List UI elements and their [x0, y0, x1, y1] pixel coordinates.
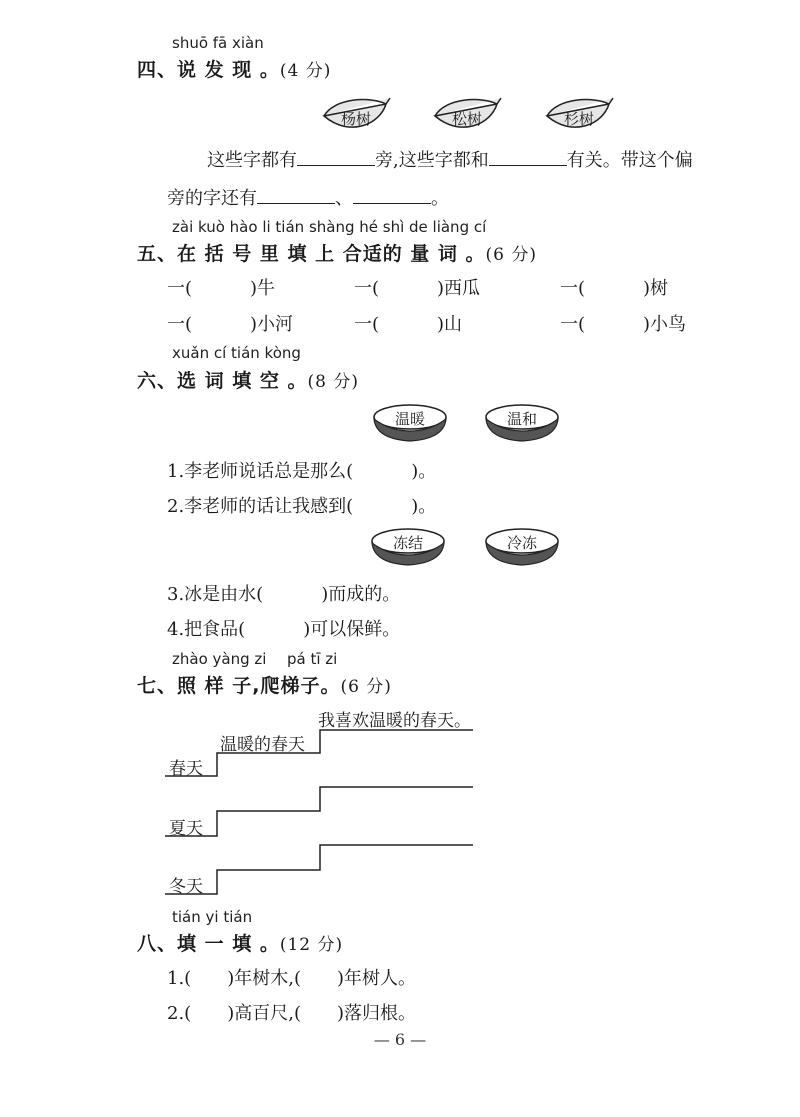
- paren-close-word: )牛: [250, 278, 276, 299]
- measure-word-item-1: [167, 274, 275, 300]
- ladder-example-sentence: 我喜欢温暖的春天。: [318, 711, 471, 731]
- section7-pinyin-b: pá tī zi: [287, 650, 338, 668]
- section6-score: (8 分): [307, 372, 359, 392]
- text-segment: )年树人。: [336, 968, 417, 989]
- answer-blank[interactable]: [353, 185, 431, 204]
- section6-question-3: [167, 580, 400, 606]
- leaf-card-3: [543, 94, 615, 138]
- section7-heading: [137, 671, 392, 698]
- section7-pinyin-a: zhào yàng zi: [172, 650, 267, 668]
- leaf-label: 杨树: [340, 110, 371, 128]
- text-segment: 有关。带这个偏: [566, 150, 693, 171]
- section7-score: (6 分): [340, 677, 392, 697]
- page-number: — 6 —: [373, 1030, 427, 1049]
- bowl-label: 温暖: [394, 410, 425, 428]
- text-segment: )高百尺,(: [227, 1003, 301, 1024]
- section6-title: 六、选 词 填 空 。: [137, 370, 308, 392]
- text-segment: )落归根。: [336, 1003, 417, 1024]
- section7-title: 七、照 样 子,爬梯子。: [137, 675, 341, 697]
- ladder-steps: [165, 730, 473, 776]
- paren-open: 一(: [167, 314, 193, 335]
- paren-open: 一(: [354, 314, 380, 335]
- section4-heading: [137, 55, 331, 82]
- text-segment: )而成的。: [321, 584, 401, 605]
- text-segment: )。: [411, 496, 437, 517]
- section8-title: 八、填 一 填 。: [137, 933, 280, 955]
- section5-title: 五、在 括 号 里 填 上 合适的 量 词 。: [137, 243, 486, 265]
- text-segment: )可以保鲜。: [303, 619, 401, 640]
- section4-line2: [167, 184, 449, 210]
- answer-blank[interactable]: [257, 185, 335, 204]
- paren-close-word: )小鸟: [643, 314, 687, 335]
- text-segment: 3.冰是由水(: [167, 584, 264, 605]
- ladder-steps: [165, 845, 473, 894]
- text-segment: 2.李老师的话让我感到(: [167, 496, 354, 517]
- text-segment: 这些字都有: [207, 150, 297, 171]
- section6-question-4: [167, 615, 400, 641]
- section4-pinyin: shuō fā xiàn: [172, 34, 264, 52]
- section4-title: 四、说 发 现 。: [137, 59, 280, 81]
- ladder-example-phrase: 温暖的春天: [220, 735, 305, 755]
- section6-pinyin: xuǎn cí tián kòng: [172, 344, 301, 362]
- section8-question-2: [167, 999, 416, 1025]
- section6-question-2: [167, 492, 436, 518]
- paren-open: 一(: [354, 278, 380, 299]
- answer-blank[interactable]: [489, 147, 567, 166]
- bowl-label: 冷冻: [506, 534, 537, 552]
- text-segment: 4.把食品(: [167, 619, 246, 640]
- leaf-card-1: [320, 94, 392, 138]
- section8-score: (12 分): [279, 935, 344, 955]
- section6-heading: [137, 366, 359, 393]
- ladder-row-label-summer: 夏天: [169, 819, 203, 839]
- section8-heading: [137, 929, 343, 956]
- text-segment: 1.(: [167, 968, 192, 989]
- word-bowl-1: [370, 403, 450, 443]
- paren-open: 一(: [167, 278, 193, 299]
- leaf-card-2: [431, 94, 503, 138]
- ladder-row-label-spring: 春天: [169, 759, 203, 779]
- measure-word-item-4: [167, 310, 293, 336]
- ladder-row-label-winter: 冬天: [169, 877, 203, 897]
- text-segment: 旁的字还有: [167, 188, 257, 209]
- measure-word-item-6: [560, 310, 686, 336]
- section5-heading: [137, 239, 537, 266]
- section6-question-1: [167, 457, 436, 483]
- paren-close-word: )小河: [250, 314, 294, 335]
- bowl-label: 温和: [506, 410, 537, 428]
- section5-pinyin: zài kuò hào li tián shàng hé shì de liàng cí: [172, 218, 487, 236]
- text-segment: 。: [431, 188, 449, 209]
- word-bowl-2: [482, 403, 562, 443]
- section8-question-1: [167, 964, 416, 990]
- section4-line1: [207, 146, 693, 172]
- section8-pinyin: tián yi tián: [172, 908, 253, 926]
- leaf-label: 杉树: [563, 110, 594, 128]
- text-segment: 1.李老师说话总是那么(: [167, 461, 354, 482]
- measure-word-item-3: [560, 274, 668, 300]
- measure-word-item-5: [354, 310, 462, 336]
- paren-close-word: )山: [437, 314, 463, 335]
- bowl-label: 冻结: [392, 534, 423, 552]
- paren-close-word: )树: [643, 278, 669, 299]
- word-bowl-3: [368, 527, 448, 567]
- paren-open: 一(: [560, 314, 586, 335]
- measure-word-item-2: [354, 274, 480, 300]
- word-bowl-4: [482, 527, 562, 567]
- answer-blank[interactable]: [297, 147, 375, 166]
- ladder-steps: [165, 787, 473, 836]
- leaf-label: 松树: [451, 110, 482, 128]
- text-segment: 旁,这些字都和: [375, 150, 489, 171]
- text-segment: 、: [335, 188, 353, 209]
- text-segment: 2.(: [167, 1003, 192, 1024]
- paren-close-word: )西瓜: [437, 278, 481, 299]
- text-segment: )。: [411, 461, 437, 482]
- section4-score: (4 分): [279, 61, 332, 81]
- paren-open: 一(: [560, 278, 586, 299]
- text-segment: )年树木,(: [227, 968, 301, 989]
- section5-score: (6 分): [485, 245, 538, 265]
